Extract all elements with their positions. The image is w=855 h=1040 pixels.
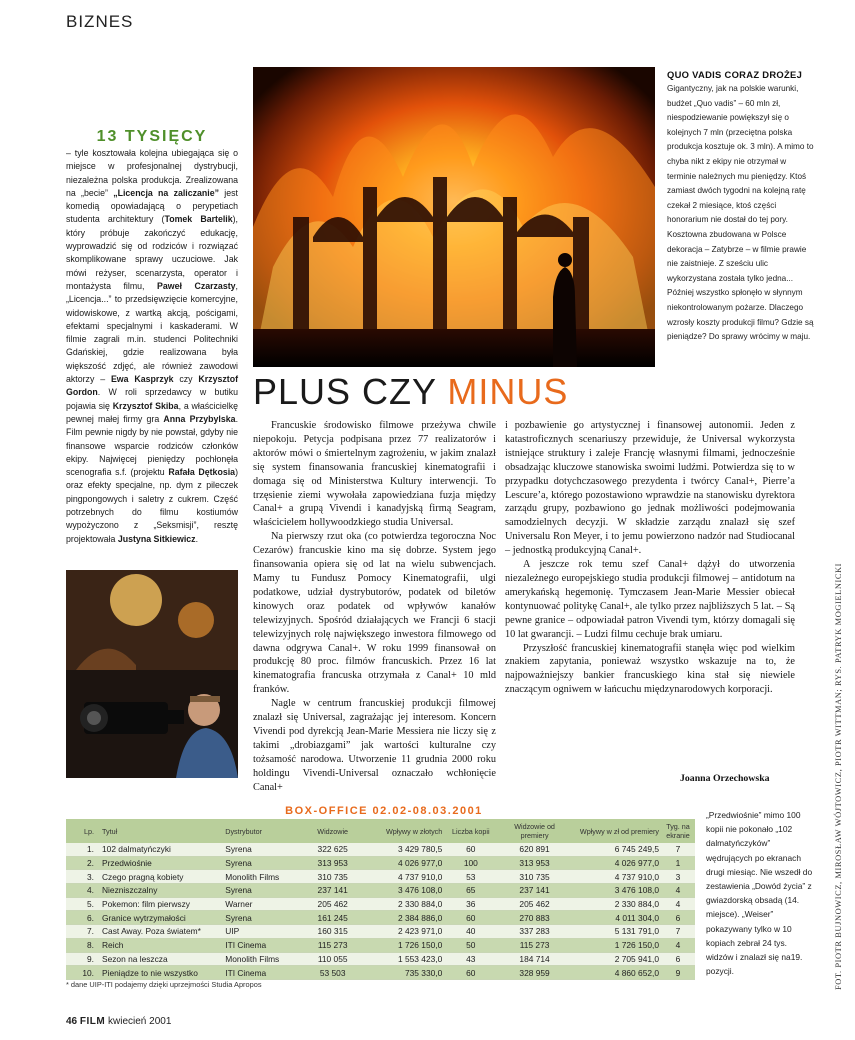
table-row (66, 938, 695, 952)
table-cell: Pokemon: film pierwszy (100, 897, 223, 911)
table-cell: 328 959 (497, 966, 571, 980)
burning-building-image (253, 67, 655, 367)
fire-photo (253, 67, 655, 367)
left-column-heading: 13 TYSIĘCY (96, 128, 208, 145)
table-cell: 4. (66, 884, 100, 898)
table-cell: 2. (66, 856, 100, 870)
photo-credit-text: FOT. PIOTR BUJNOWICZ, MIROSŁAW WÓJTOWICZ, PIOTR WITTMAN; RYS. PATRYK MOGIELNICKI (834, 562, 843, 990)
table-cell: UIP (223, 925, 297, 939)
table-cell: 7 (661, 843, 695, 856)
table-cell: 115 273 (497, 938, 571, 952)
table-cell: 2 384 886,0 (368, 911, 445, 925)
table-cell: Granice wytrzymałości (100, 911, 223, 925)
table-cell: 115 273 (298, 938, 368, 952)
article-title-part2: MINUS (447, 371, 569, 412)
column-header: Liczba kopii (444, 819, 497, 843)
article-title-part1: PLUS CZY (253, 371, 448, 412)
table-cell: Syrena (223, 856, 297, 870)
film-set-photo (66, 570, 238, 778)
sidebar-body: Gigantyczny, jak na polskie warunki, budżet „Quo vadis” – 60 mln zł, niespodziewanie powiększył się o kolejnych 7 mln (przeciętna polska produkcja kosztuje ok. 3 mln). A mimo to chyba nikt z ekipy nie otrzymał w terminie należnych mu pieniędzy. Ktoś zamiast dwóch tygodni na kolejną ratę czekał 2 miesiące, ktoś części honorarium nie dostał do tej pory. Kosztowna zbudowana w Polsce dekoracja – Zatybrze – w filmie prawie nie zaistnieje. Z sześciu ulic wykorzystana została tylko jedna... Później wszystko spłonęło w słynnym niekontrolowanym pożarze. Dlaczego wzrosły koszty produkcji filmu? Gdzie są pieniądze? Do sprawy wrócimy w maju. (667, 84, 814, 342)
table-cell: 6. (66, 911, 100, 925)
table-row (66, 897, 695, 911)
table-cell: Niezniszczalny (100, 884, 223, 898)
table-cell: Warner (223, 897, 297, 911)
table-cell: 1 (661, 856, 695, 870)
table-cell: 60 (444, 966, 497, 980)
table-cell: 1 726 150,0 (368, 938, 445, 952)
table-cell: Czego pragną kobiety (100, 870, 223, 884)
table-row (66, 843, 695, 856)
article-column-2 (505, 419, 795, 697)
table-cell: 4 026 977,0 (368, 856, 445, 870)
table-cell: 3 429 780,5 (368, 843, 445, 856)
table-cell: 7. (66, 925, 100, 939)
article-paragraph: Francuskie środowisko filmowe przeżywa chwile niepokoju. Petycja podpisana przez 77 realizatorów i aktorów mówi o śmiertelnym zagrożeniu, w jakim znalazł się system finansowania francuskiej kinematografii i domaga się od Ministerstwa Kultury interwencji. To trzęsienie ziemi wywołała zapowiedziana fuzja między Canal+ a grupą Vivendi i kanadyjską firmą Seagram, właścicielem hollywoodzkiego studia Universal. (253, 420, 496, 529)
column-header: Widzowie od premiery (497, 819, 571, 843)
issue-date: kwiecień 2001 (108, 1016, 172, 1027)
left-column-body: – tyle kosztowała kolejna ubiegająca się o miejsce w profesjonalnej dystrybucji, niezależna polska produkcja. Zrealizowana na „becie” „Licencja na zaliczanie” jest komedią opowiadającą o perypetiach studenta architektury (Tomek Bartelik), który próbuje zakończyć edukację, wyprowadzić się od rodziców i rozwiązać skomplikowane sprawy uczuciowe. Jak mówi reżyser, scenarzysta, operator i montażysta filmu, Paweł Czarzasty, „Licencja...” to przedsięwzięcie komercyjne, widowiskowe, z wartką akcją, pościgami, efektami specjalnymi i kaskaderami. W filmie zagrali m.in. studenci Politechniki Gdańskiej, gdzie realizowana była większość zdjęć, ale również zawodowi aktorzy – Ewa Kasprzyk czy Krzysztof Gordon. W roli sprzedawcy w butiku pojawia się Krzysztof Skiba, a właścicielkę pewnej małej firmy gra Anna Przybylska. Film pewnie nigdy by nie powstał, gdyby nie finansowe wsparcie rodziców członków ekipy. Najwięcej pieniędzy pochłonęła scenografia s.f. (projektu Rafała Dętkosia) oraz efekty specjalne, np. dym z pileczek pingpongowych i saletry z cukrem. Część potrzebnych do filmu kostiumów wypożyczono z „Seksmisji”, resztę projektowała Justyna Sitkiewicz. (66, 148, 239, 544)
table-cell: 160 315 (298, 925, 368, 939)
article-paragraph: i pozbawienie go artystycznej i finansowej autonomii. Jeden z katastroficznych scenariuszy przewiduje, że Universal wykorzysta istniejące struktury i zaleje Francję własnymi filmami, jednocześnie obsadzając kluczowe stanowiska swoimi ludźmi. Potwierdza się to w przypadku dotychczasowego prezydenta i twórcy Canal+, Pierre’a Lescure’a, którego pozostawiono wprawdzie na stanowisku dyrektora zarządu grupy, pozbawiono go jednak możliwości podejmowania samodzielnych decyzji. W składzie zarządu znalazł się szef Universalu Ron Meyer, i to jemu powierzono nadzór nad Studiocanal – jednostką produkcyjną Canal+. (505, 420, 795, 557)
table-row (66, 911, 695, 925)
column-header: Widzowie (298, 819, 368, 843)
table-row (66, 884, 695, 898)
column-header: Tytuł (100, 819, 223, 843)
table-cell: 337 283 (497, 925, 571, 939)
box-office-note: * dane UIP-ITI podajemy dzięki uprzejmości Studia Apropos (66, 980, 262, 989)
table-cell: 310 735 (497, 870, 571, 884)
table-cell: 313 953 (497, 856, 571, 870)
table-cell: 53 503 (298, 966, 368, 980)
page-number: 46 (66, 1016, 78, 1027)
article-paragraph: A jeszcze rok temu szef Canal+ dążył do utworzenia niezależnego europejskiego studia produkcji filmowej – antidotum na amerykańską hegemonię. Tymczasem Jean-Marie Messier obiecał kontynuować politykę Canal+, ale tylko przez najbliższych 5 lat. – Są pewne granice – odpowiadał patron Vivendi tym, którzy domagali się 10 lat gwarancji. – Ludzi filmu cechuje brak umiaru. (505, 559, 795, 640)
table-cell: 1. (66, 843, 100, 856)
table-cell: 620 891 (497, 843, 571, 856)
table-cell: 3 476 108,0 (368, 884, 445, 898)
table-cell: Sezon na leszcza (100, 952, 223, 966)
table-row (66, 952, 695, 966)
article-title (253, 372, 568, 412)
column-header: Lp. (66, 819, 100, 843)
box-office-title: BOX-OFFICE 02.02-08.03.2001 (285, 805, 483, 817)
photo-credit (820, 560, 843, 990)
table-cell: 2 330 884,0 (368, 897, 445, 911)
table-cell: 9 (661, 966, 695, 980)
table-cell: 6 (661, 952, 695, 966)
article-author: Joanna Orzechowska (680, 773, 770, 784)
table-cell: 4 (661, 938, 695, 952)
table-cell: Syrena (223, 911, 297, 925)
table-cell: 322 625 (298, 843, 368, 856)
table-cell: 60 (444, 843, 497, 856)
table-cell: 10. (66, 966, 100, 980)
page-footer (66, 1016, 171, 1027)
table-row (66, 966, 695, 980)
table-cell: 5. (66, 897, 100, 911)
column-header: Tyg. na ekranie (661, 819, 695, 843)
table-cell: 60 (444, 911, 497, 925)
table-cell: ITI Cinema (223, 966, 297, 980)
table-cell: 110 055 (298, 952, 368, 966)
table-cell: Syrena (223, 843, 297, 856)
table-cell: 4 737 910,0 (368, 870, 445, 884)
table-cell: 4 (661, 884, 695, 898)
table-cell: 65 (444, 884, 497, 898)
table-cell: 4 860 652,0 (572, 966, 661, 980)
table-cell: 102 dalmatyńczyki (100, 843, 223, 856)
table-cell: 36 (444, 897, 497, 911)
section-label: BIZNES (66, 12, 134, 31)
sidebar-heading: QUO VADIS CORAZ DROŻEJ (667, 69, 803, 80)
magazine-name: FILM (79, 1016, 106, 1027)
table-cell: 205 462 (298, 897, 368, 911)
table-cell: 4 011 304,0 (572, 911, 661, 925)
article-paragraph: Na pierwszy rzut oka (co potwierdza tegoroczna Noc Cezarów) francuskie kino ma się dobrze. System jego finansowania opiera się od lat na wielu subwencjach. Mamy tu Fundusz Pomocy Kinematografii, ulgi podatkowe, udział dystrybutorów, podatek od biletów kinowych oraz podatek od wpływów kanałów telewizyjnych. Spośród działających we Francji 6 stacji telewizyjnych rolę największego inwestora filmowego od dawna odgrywa Canal+. W roku 1999 finansował on produkcję 80 proc. filmów francuskich. Przez 16 lat kinematografia francuska otrzymała z Canal+ 10 mld franków. (253, 531, 496, 696)
table-cell: Przedwiośnie (100, 856, 223, 870)
table-cell: 270 883 (497, 911, 571, 925)
table-cell: 313 953 (298, 856, 368, 870)
table-cell: 7 (661, 925, 695, 939)
table-cell: 310 735 (298, 870, 368, 884)
box-office-comment: „Przedwiośnie” mimo 100 kopii nie pokonało „102 dalmatyńczyków” wędrujących po ekranach drugi miesiąc. Nie wszedł do zestawienia „Dowód życia” z gwiazdorską obsadą (14. miejsce). „Weiser” pokazywany tylko w 10 kopiach zebrał 24 tys. widzów i znalazł się na19. pozycji. (706, 810, 813, 977)
camera-operator-image (66, 570, 238, 778)
table-cell: Monolith Films (223, 870, 297, 884)
table-cell: 3 (661, 870, 695, 884)
table-cell: 50 (444, 938, 497, 952)
table-cell: 9. (66, 952, 100, 966)
table-header-row (66, 819, 695, 843)
box-office-table (66, 819, 695, 980)
table-cell: 735 330,0 (368, 966, 445, 980)
table-cell: 237 141 (298, 884, 368, 898)
table-cell: Reich (100, 938, 223, 952)
table-cell: 53 (444, 870, 497, 884)
table-cell: 3. (66, 870, 100, 884)
table-cell: 4 (661, 897, 695, 911)
table-cell: 8. (66, 938, 100, 952)
table-cell: 184 714 (497, 952, 571, 966)
table-cell: 5 131 791,0 (572, 925, 661, 939)
table-row (66, 856, 695, 870)
table-row (66, 870, 695, 884)
table-cell: 4 026 977,0 (572, 856, 661, 870)
table-cell: 4 737 910,0 (572, 870, 661, 884)
table-cell: 100 (444, 856, 497, 870)
table-cell: 2 330 884,0 (572, 897, 661, 911)
article-paragraph: Przyszłość francuskiej kinematografii stanęła więc pod wielkim znakiem zapytania, ponieważ wszystko wskazuje na to, że najpoważniejszy bankier francuskiego kina stał się niewiele znaczącym ogniwem w łańcuchu międzynarodowych korporacji. (505, 642, 795, 696)
table-row (66, 925, 695, 939)
table-cell: 205 462 (497, 897, 571, 911)
article-column-1 (253, 419, 496, 794)
table-cell: 6 745 249,5 (572, 843, 661, 856)
table-cell: ITI Cinema (223, 938, 297, 952)
table-cell: Pieniądze to nie wszystko (100, 966, 223, 980)
table-cell: Cast Away. Poza światem* (100, 925, 223, 939)
table-cell: 1 726 150,0 (572, 938, 661, 952)
table-cell: 161 245 (298, 911, 368, 925)
column-header: Wpływy w zł od premiery (572, 819, 661, 843)
table-cell: 6 (661, 911, 695, 925)
table-cell: 3 476 108,0 (572, 884, 661, 898)
column-header: Wpływy w złotych (368, 819, 445, 843)
table-cell: 2 705 941,0 (572, 952, 661, 966)
table-cell: 43 (444, 952, 497, 966)
article-paragraph: Nagle w centrum francuskiej produkcji filmowej znalazł się Universal, zagrażając jej interesom. Koncern Vivendi pod dyrekcją Jean-Marie Messiera nie liczy się z takimi „drobiazgami” jak wartości kulturalne czy tożsamość narodowa. Utworzenie 11 grudnia 2000 roku holdingu Vivendi-Universal oznaczało wchłonięcie Canal+ (253, 698, 496, 793)
table-cell: Syrena (223, 884, 297, 898)
table-cell: Monolith Films (223, 952, 297, 966)
table-cell: 1 553 423,0 (368, 952, 445, 966)
table-cell: 40 (444, 925, 497, 939)
table-cell: 237 141 (497, 884, 571, 898)
table-cell: 2 423 971,0 (368, 925, 445, 939)
column-header: Dystrybutor (223, 819, 297, 843)
